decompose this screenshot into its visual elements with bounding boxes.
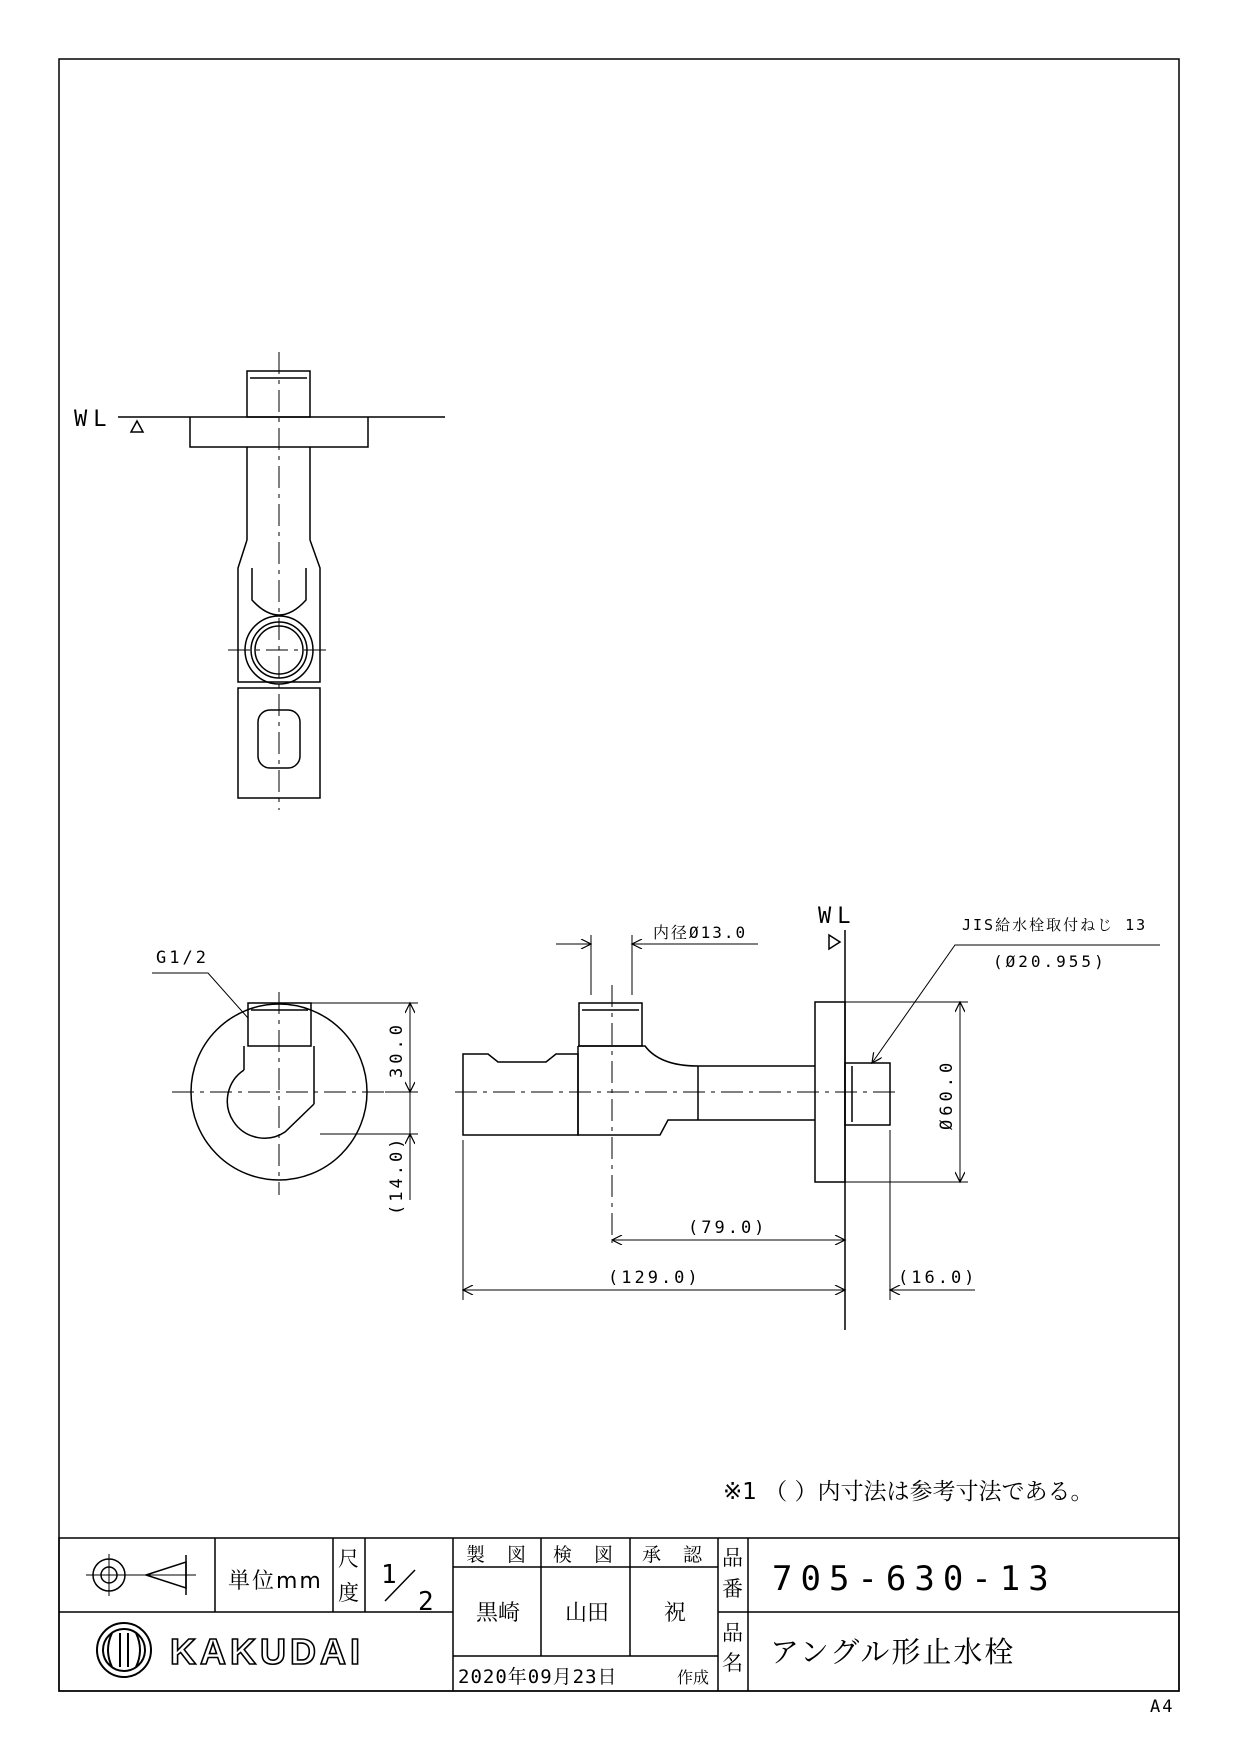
top-wl-label: WL [74,407,113,432]
name-approved: 祝 [664,1601,687,1626]
sheet-size: A4 [1150,1697,1175,1717]
wl-front-triangle [829,935,840,949]
part-name-label-2: 名 [722,1651,743,1675]
date-created: 2020年09月23日 [458,1666,618,1688]
name-checked: 山田 [565,1601,610,1626]
name-drawn: 黒崎 [476,1601,521,1626]
part-number-label-1: 品 [722,1546,743,1570]
jis-thread-label: JIS給水栓取付ねじ 13 [962,916,1148,934]
dim-60-label: Ø60.0 [937,1058,957,1130]
kakudai-logo-icon [97,1623,151,1677]
top-view [118,352,445,810]
part-name: アングル形止水栓 [770,1635,1016,1669]
scale-label-1: 尺 [338,1547,359,1571]
date-suffix: 作成 [677,1668,710,1687]
sheet-border [59,59,1179,1691]
unit-label: 単位mm [228,1569,323,1594]
dim-16-label: (16.0) [898,1268,978,1288]
scale-numerator: 1 [381,1560,397,1590]
header-checked: 検 図 [553,1544,622,1566]
projection-symbol-icon [86,1554,196,1596]
dim-30-label: 30.0 [387,1021,407,1078]
header-drawn: 製 図 [466,1544,535,1566]
dim-79-label: (79.0) [688,1218,768,1238]
dim-129-label: (129.0) [608,1268,701,1288]
front-view [455,930,1160,1330]
scale-denominator: 2 [418,1587,434,1617]
front-wl-label: WL [818,904,857,929]
jis-dia-label: (Ø20.955) [993,952,1107,971]
side-view [152,973,418,1200]
inner-dia-label: 内径Ø13.0 [653,923,748,942]
scale-label-2: 度 [338,1581,359,1605]
wl-triangle [131,421,143,432]
dim-14-label: (14.0) [387,1135,407,1215]
reference-note: ※1 （ ）内寸法は参考寸法である。 [723,1479,1094,1505]
header-approved: 承 認 [642,1544,711,1566]
thread-label: G1/2 [156,948,209,968]
part-number: 705-630-13 [772,1559,1057,1599]
part-name-label-1: 品 [722,1621,743,1645]
brand-wordmark: KAKUDAI [170,1631,364,1672]
part-number-label-2: 番 [722,1577,743,1601]
